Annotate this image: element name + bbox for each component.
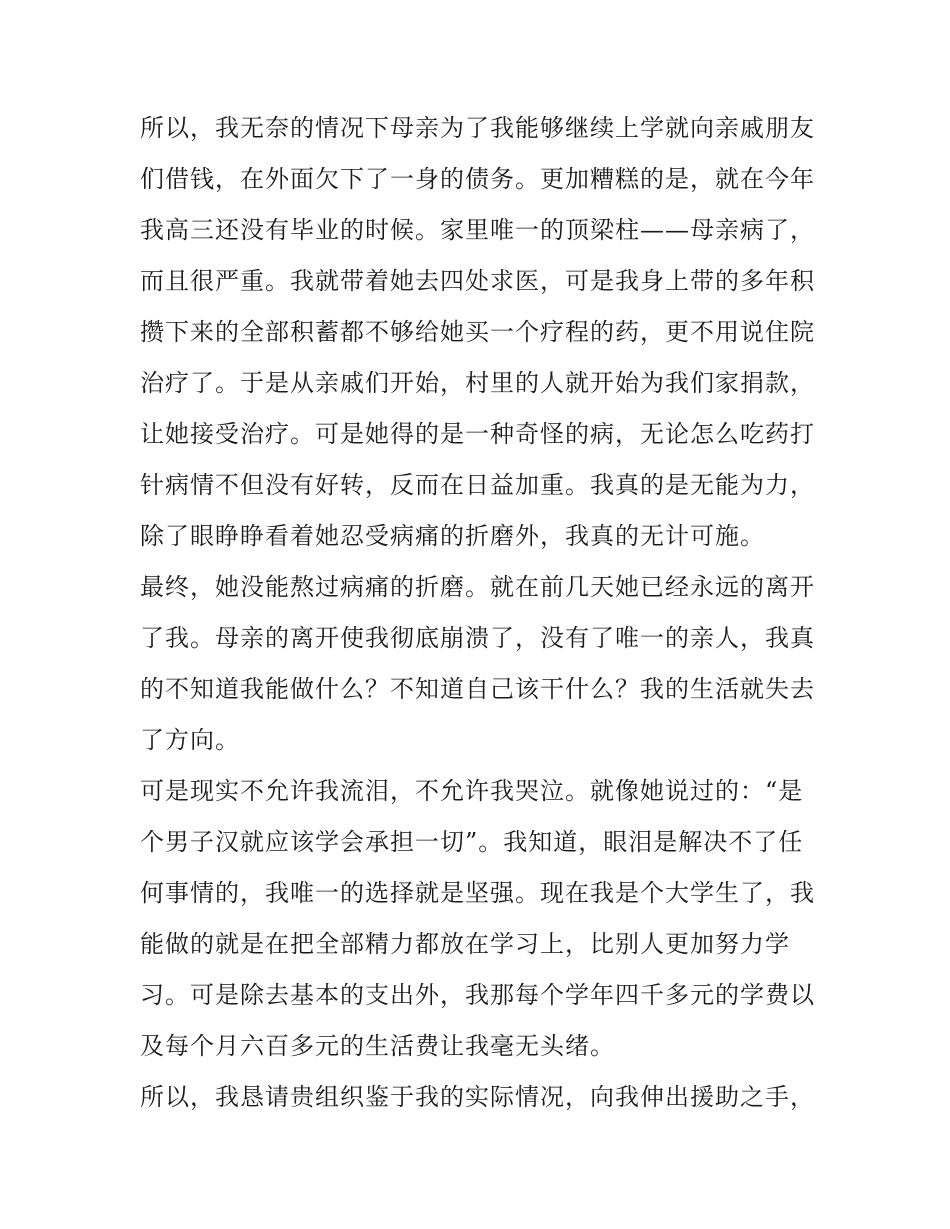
document-body (140, 103, 820, 1123)
text-line: 我高三还没有毕业的时候。家里唯一的顶梁柱——母亲病了， (140, 216, 815, 244)
text-line: 及每个月六百多元的生活费让我毫无头绪。 (140, 1032, 615, 1060)
text-line: 习。可是除去基本的支出外，我那每个学年四千多元的学费以 (140, 981, 815, 1009)
text-line: 可是现实不允许我流泪，不允许我哭泣。就像她说过的：“是 (140, 777, 804, 805)
text-line: 治疗了。于是从亲戚们开始，村里的人就开始为我们家捐款， (140, 369, 815, 397)
text-line: 了方向。 (140, 726, 240, 754)
text-line: 个男子汉就应该学会承担一切”。我知道，眼泪是解决不了任 (140, 828, 804, 856)
text-line: 针病情不但没有好转，反而在日益加重。我真的是无能为力， (140, 471, 815, 499)
text-line: 所以，我无奈的情况下母亲为了我能够继续上学就向亲戚朋友 (140, 114, 815, 142)
text-line: 让她接受治疗。可是她得的是一种奇怪的病，无论怎么吃药打 (140, 420, 815, 448)
text-line: 最终，她没能熬过病痛的折磨。就在前几天她已经永远的离开 (140, 573, 815, 601)
text-line: 攒下来的全部积蓄都不够给她买一个疗程的药，更不用说住院 (140, 318, 815, 346)
text-line: 除了眼睁睁看着她忍受病痛的折磨外，我真的无计可施。 (140, 522, 765, 550)
text-line: 的不知道我能做什么？不知道自己该干什么？我的生活就失去 (140, 675, 815, 703)
text-line: 了我。母亲的离开使我彻底崩溃了，没有了唯一的亲人，我真 (140, 624, 815, 652)
text-line: 们借钱，在外面欠下了一身的债务。更加糟糕的是，就在今年 (140, 165, 815, 193)
text-line: 能做的就是在把全部精力都放在学习上，比别人更加努力学 (140, 930, 790, 958)
text-line: 所以，我恳请贵组织鉴于我的实际情况，向我伸出援助之手， (140, 1083, 815, 1111)
text-line: 而且很严重。我就带着她去四处求医，可是我身上带的多年积 (140, 267, 815, 295)
text-line: 何事情的，我唯一的选择就是坚强。现在我是个大学生了，我 (140, 879, 815, 907)
